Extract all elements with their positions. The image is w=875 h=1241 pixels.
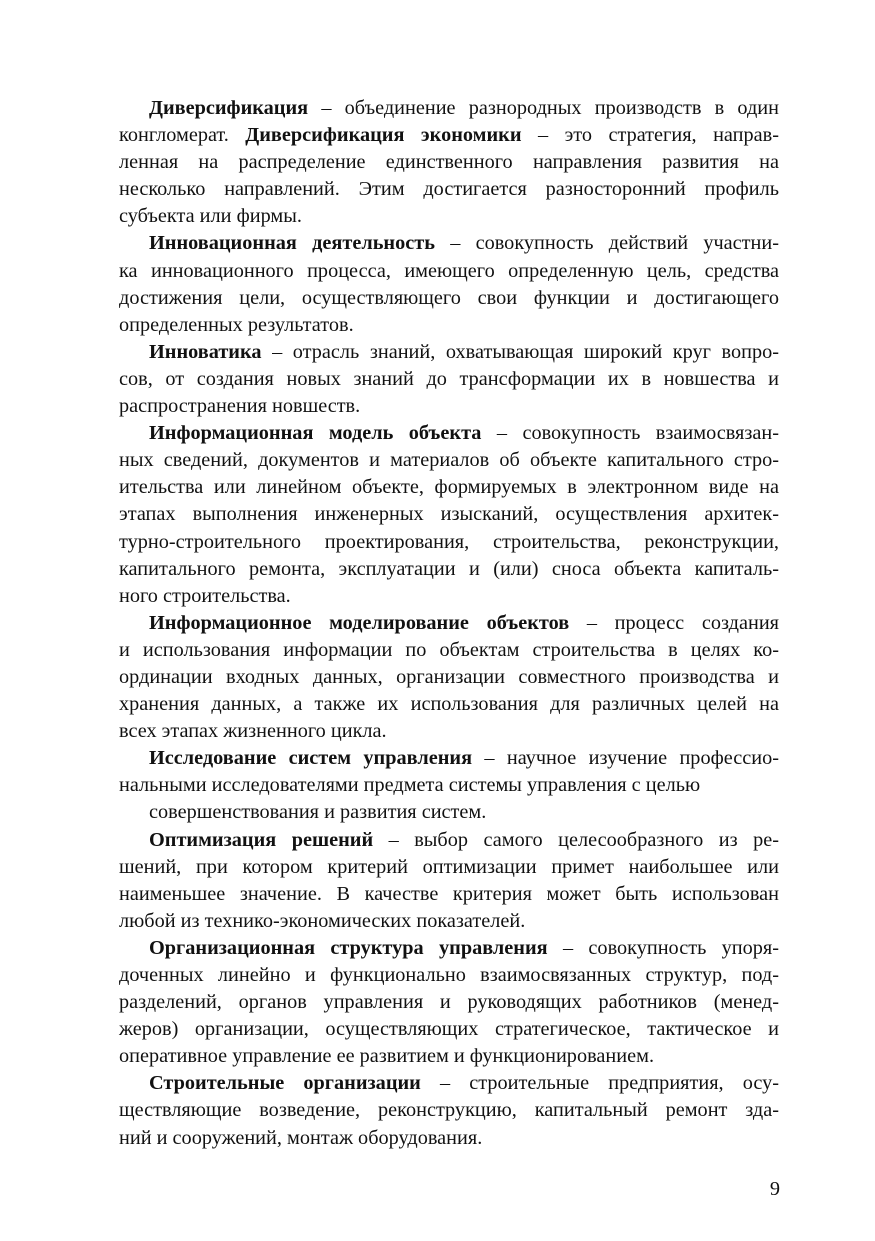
text-line: нальными исследователями предмета системы управления с целью <box>119 774 701 797</box>
text-line: достижения цели, осуществляющего свои функции и достигающего <box>119 286 779 309</box>
term: Информационное моделирование объектов <box>149 611 570 634</box>
term: Строительные организации <box>149 1072 421 1095</box>
term: Инновационная деятельность <box>149 232 435 255</box>
text-line: определенных результатов. <box>119 313 354 336</box>
text-line: сов, от создания новых знаний до трансформации их в новшества и <box>119 367 779 390</box>
glossary-entry <box>89 1070 779 1151</box>
text-line: и использования информации по объектам строительства в целях ко- <box>119 638 779 661</box>
text-line: всех этапах жизненного цикла. <box>119 720 387 743</box>
text-line <box>89 95 779 122</box>
term: Оптимизация решений <box>149 828 374 851</box>
text-line: этапах выполнения инженерных изысканий, осуществления архитек- <box>119 503 779 526</box>
term: Организационная структура управления <box>149 936 548 959</box>
glossary-entry <box>89 95 779 230</box>
glossary-entry <box>89 827 779 935</box>
definition-text: – это стратегия, направ- <box>521 124 779 147</box>
term: Исследование систем управления <box>149 747 473 770</box>
text-line: ленная на распределение единственного направления развития на <box>119 151 779 174</box>
text-line: ных сведений, документов и материалов об объекте капитального стро- <box>119 449 779 472</box>
text-line: несколько направлений. Этим достигается разносторонний профиль <box>119 178 779 201</box>
text-line: жеров) организации, осуществляющих стратегическое, тактическое и <box>119 1018 779 1041</box>
text-line <box>89 610 779 637</box>
text-line <box>89 230 779 257</box>
definition-text: – выбор самого целесообразного из ре- <box>373 828 779 851</box>
text-line: любой из технико-экономических показателей. <box>119 909 526 932</box>
text-line <box>89 420 779 447</box>
term: Диверсификация <box>149 97 309 119</box>
text-line: совершенствования и развития систем. <box>149 801 487 824</box>
text-line: хранения данных, а также их использования для различных целей на <box>119 693 779 716</box>
text-line: ного строительства. <box>119 584 291 607</box>
text-line: турно-строительного проектирования, строительства, реконструкции, <box>119 530 779 553</box>
text-line: ординации входных данных, организации совместного производства и <box>119 665 779 688</box>
definition-text: – совокупность взаимосвязан- <box>481 422 779 445</box>
text-line <box>89 339 779 366</box>
definition-text: – объединение разнородных производств в один <box>308 97 779 119</box>
glossary-entry <box>89 339 779 420</box>
text-line: ительства или линейном объекте, формируемых в электронном виде на <box>119 476 779 499</box>
text-line: разделений, органов управления и руководящих работников (менед- <box>119 991 779 1014</box>
text-line <box>89 122 779 149</box>
term: Диверсификация экономики <box>245 124 522 147</box>
text-line: распространения новшеств. <box>119 395 361 418</box>
term: Инноватика <box>149 340 262 363</box>
text-line: наименьшее значение. В качестве критерия может быть использован <box>119 882 779 905</box>
glossary-entry <box>89 230 779 338</box>
document-page <box>89 95 779 1152</box>
text-line <box>89 827 779 854</box>
glossary-entry <box>89 420 779 610</box>
text-line <box>89 1070 779 1097</box>
definition-text: – строительные предприятия, осу- <box>420 1072 779 1095</box>
text-line: оперативное управление ее развитием и функционированием. <box>119 1045 655 1068</box>
definition-text: – процесс создания <box>569 611 780 634</box>
definition-text: – совокупность упоря- <box>547 936 779 959</box>
definition-text: – научное изучение профессио- <box>472 747 779 770</box>
glossary-entry <box>89 610 779 745</box>
text-line: ний и сооружений, монтаж оборудования. <box>119 1126 483 1149</box>
text-line: капитального ремонта, эксплуатации и (или) сноса объекта капиталь- <box>119 557 779 580</box>
text-line: ка инновационного процесса, имеющего определенную цель, средства <box>119 259 779 282</box>
term: Информационная модель объекта <box>149 422 482 445</box>
glossary-entry <box>89 745 779 826</box>
definition-text: – отрасль знаний, охватывающая широкий круг вопро- <box>261 340 779 363</box>
text-line: шений, при котором критерий оптимизации примет наибольшее или <box>119 855 779 878</box>
definition-text: – совокупность действий участни- <box>434 232 779 255</box>
text-line: ществляющие возведение, реконструкцию, капитальный ремонт зда- <box>119 1099 779 1122</box>
text-line: субъекта или фирмы. <box>119 205 302 228</box>
page-number: 9 <box>769 1178 780 1200</box>
glossary-entry <box>89 935 779 1070</box>
definition-text: конгломерат. <box>119 124 246 147</box>
text-line <box>89 935 779 962</box>
text-line: доченных линейно и функционально взаимосвязанных структур, под- <box>119 964 779 986</box>
text-line <box>89 745 779 772</box>
